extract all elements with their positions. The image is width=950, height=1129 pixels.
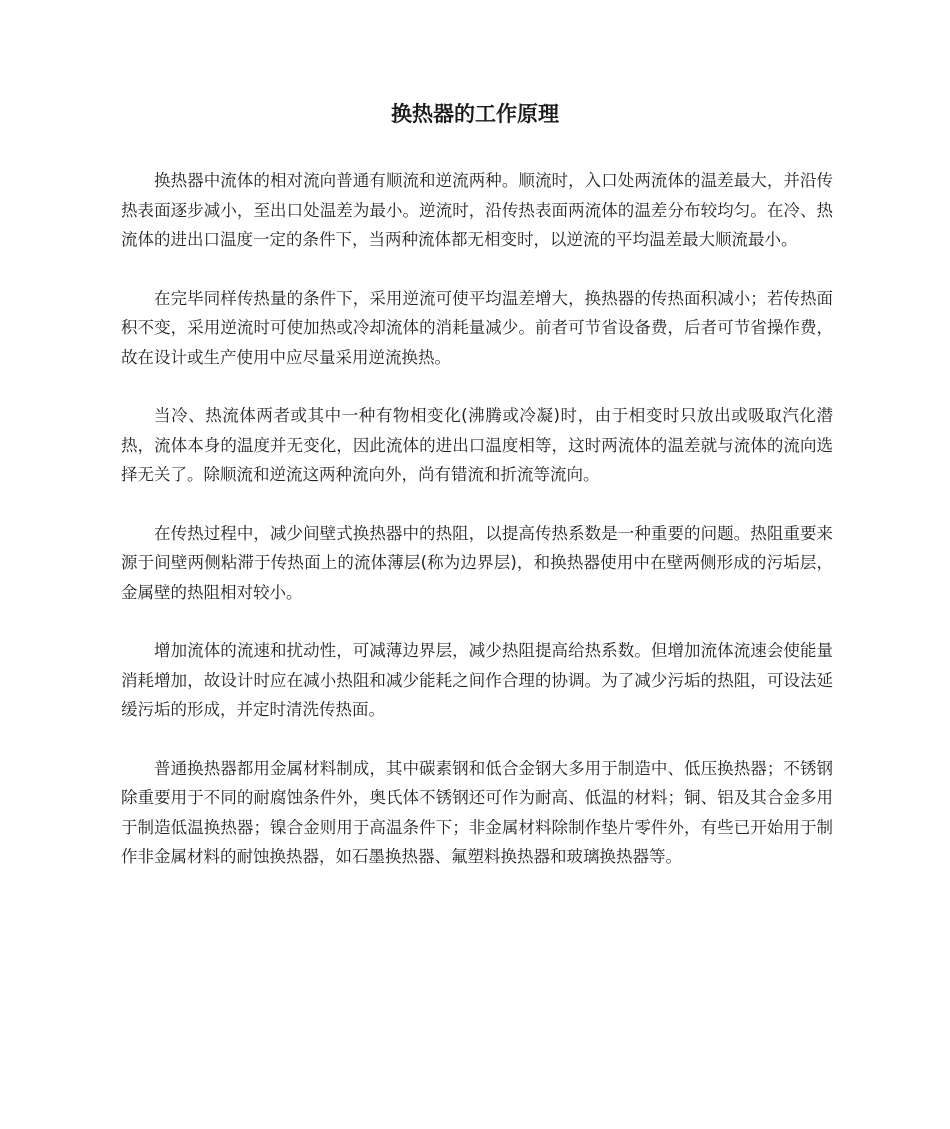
paragraph-3: 当冷、热流体两者或其中一种有物相变化(沸腾或冷凝)时，由于相变时只放出或吸取汽化潜热，流体本身的温度并无变化，因此流体的进出口温度相等，这时两流体的温差就与流体的流向选择无关了。除顺流和逆流这两种流向外，尚有错流和折流等流向。 [121, 406, 833, 484]
paragraph-6: 普通换热器都用金属材料制成，其中碳素钢和低合金钢大多用于制造中、低压换热器；不锈钢除重要用于不同的耐腐蚀条件外，奥氏体不锈钢还可作为耐高、低温的材料；铜、铝及其合金多用于制造低温换热器；镍合金则用于高温条件下；非金属材料除制作垫片零件外，有些已开始用于制作非金属材料的耐蚀换热器，如石墨换热器、氟塑料换热器和玻璃换热器等。 [121, 758, 833, 866]
paragraph-5: 增加流体的流速和扰动性，可减薄边界层，减少热阻提高给热系数。但增加流体流速会使能量消耗增加，故设计时应在减小热阻和减少能耗之间作合理的协调。为了减少污垢的热阻，可设法延缓污垢的形成，并定时清洗传热面。 [121, 641, 833, 719]
document-title: 换热器的工作原理 [391, 102, 559, 126]
document-body [121, 166, 833, 901]
paragraph-1: 换热器中流体的相对流向普通有顺流和逆流两种。顺流时，入口处两流体的温差最大，并沿传热表面逐步减小，至出口处温差为最小。逆流时，沿传热表面两流体的温差分布较均匀。在冷、热流体的进出口温度一定的条件下，当两种流体都无相变时，以逆流的平均温差最大顺流最小。 [121, 171, 833, 249]
paragraph-4: 在传热过程中，减少间壁式换热器中的热阻，以提高传热系数是一种重要的问题。热阻重要来源于间壁两侧粘滞于传热面上的流体薄层(称为边界层)，和换热器使用中在壁两侧形成的污垢层，金属壁的热阻相对较小。 [121, 523, 833, 602]
paragraph-2: 在完毕同样传热量的条件下，采用逆流可使平均温差增大，换热器的传热面积减小；若传热面积不变，采用逆流时可使加热或冷却流体的消耗量减少。前者可节省设备费，后者可节省操作费，故在设计或生产使用中应尽量采用逆流换热。 [121, 288, 833, 367]
